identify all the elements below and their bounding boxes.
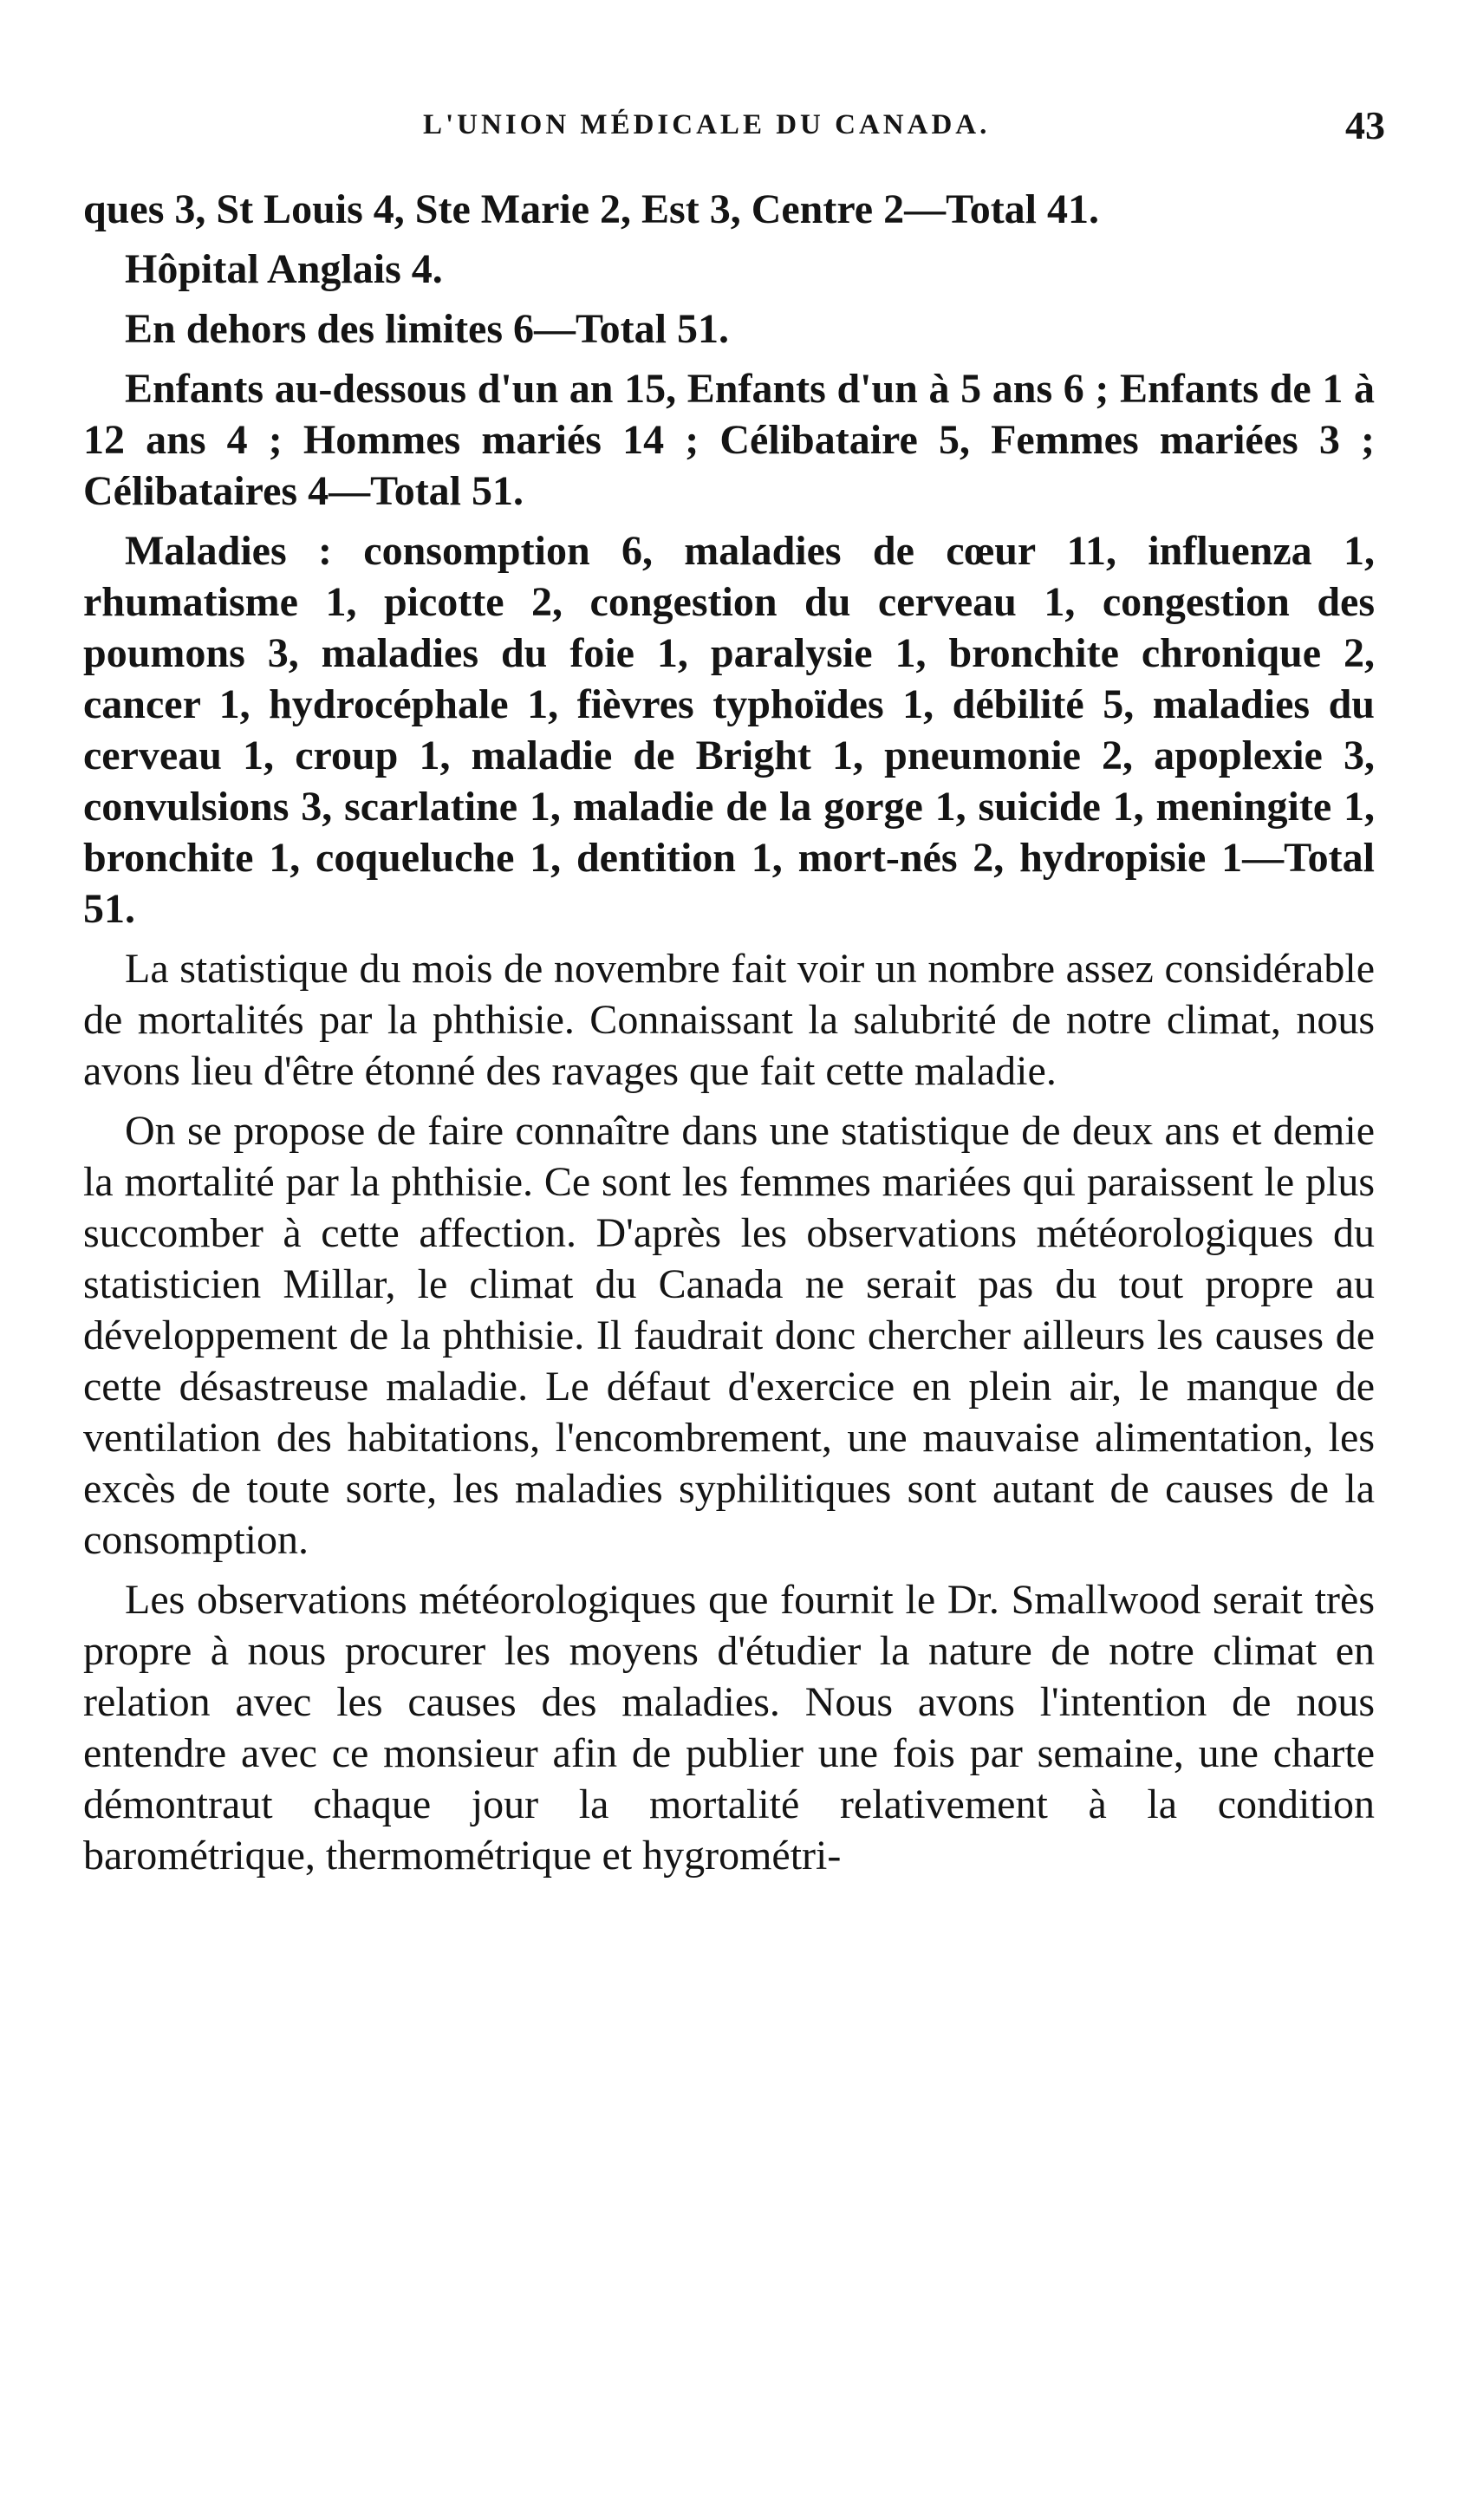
body-text <box>83 184 1375 1890</box>
paragraph-age-status-breakdown: Enfants au-dessous d'un an 15, Enfants d'un à 5 ans 6 ; Enfants de 1 à 12 ans 4 ; Hommes mariés 14 ; Célibataire 5, Femmes mariées 3 ; Célibataires 4—Total 51. <box>83 366 1375 514</box>
running-title: L'UNION MÉDICALE DU CANADA. <box>423 109 991 140</box>
paragraph-district-totals: ques 3, St Louis 4, Ste Marie 2, Est 3, Centre 2—Total 41. <box>83 186 1100 232</box>
paragraph-meteorological-observations: Les observations météorologiques que fournit le Dr. Smallwood serait très propre à nous procurer les moyens d'étudier la nature de notre climat en relation avec les causes des maladies. Nous avons l'intention de nous entendre avec ce monsieur afin de publier une fois par semaine, une charte démontraut chaque jour la mortalité relativement à la condition barométrique, thermométrique et hygrométri- <box>83 1577 1375 1879</box>
paragraph-outside-limits: En dehors des limites 6—Total 51. <box>125 306 729 352</box>
page-number: 43 <box>1345 103 1385 147</box>
paragraph-phthisis-study: On se propose de faire connaître dans une statistique de deux ans et demie la mortalité par la phthisie. Ce sont les femmes mariées qui paraissent le plus succomber à cette affection. D'après les observations météorologiques du statisticien Millar, le climat du Canada ne serait pas du tout propre au développement de la phthisie. Il faudrait donc chercher ailleurs les causes de cette désastreuse maladie. Le défaut d'exercice en plein air, le manque de ventilation des habitations, l'encombrement, une mauvaise alimentation, les excès de toute sorte, les maladies syphilitiques sont autant de causes de la consomption. <box>83 1108 1375 1563</box>
paragraph-maladies-list: Maladies : consomption 6, maladies de cœur 11, influenza 1, rhumatisme 1, picotte 2, congestion du cerveau 1, congestion des poumons 3, maladies du foie 1, paralysie 1, bronchite chronique 2, cancer 1, hydrocéphale 1, fièvres typhoïdes 1, débilité 5, maladies du cerveau 1, croup 1, maladie de Bright 1, pneumonie 2, apoplexie 3, convulsions 3, scarlatine 1, maladie de la gorge 1, suicide 1, meningite 1, bronchite 1, coqueluche 1, dentition 1, mort-nés 2, hydropisie 1—Total 51. <box>83 528 1375 932</box>
paragraph-hopital-anglais: Hôpital Anglais 4. <box>125 246 443 292</box>
page-header <box>85 102 1385 154</box>
paragraph-november-statistics: La statistique du mois de novembre fait voir un nombre assez considérable de mortalités par la phthisie. Connaissant la salubrité de notre climat, nous avons lieu d'être étonné des ravages que fait cette maladie. <box>83 946 1375 1094</box>
